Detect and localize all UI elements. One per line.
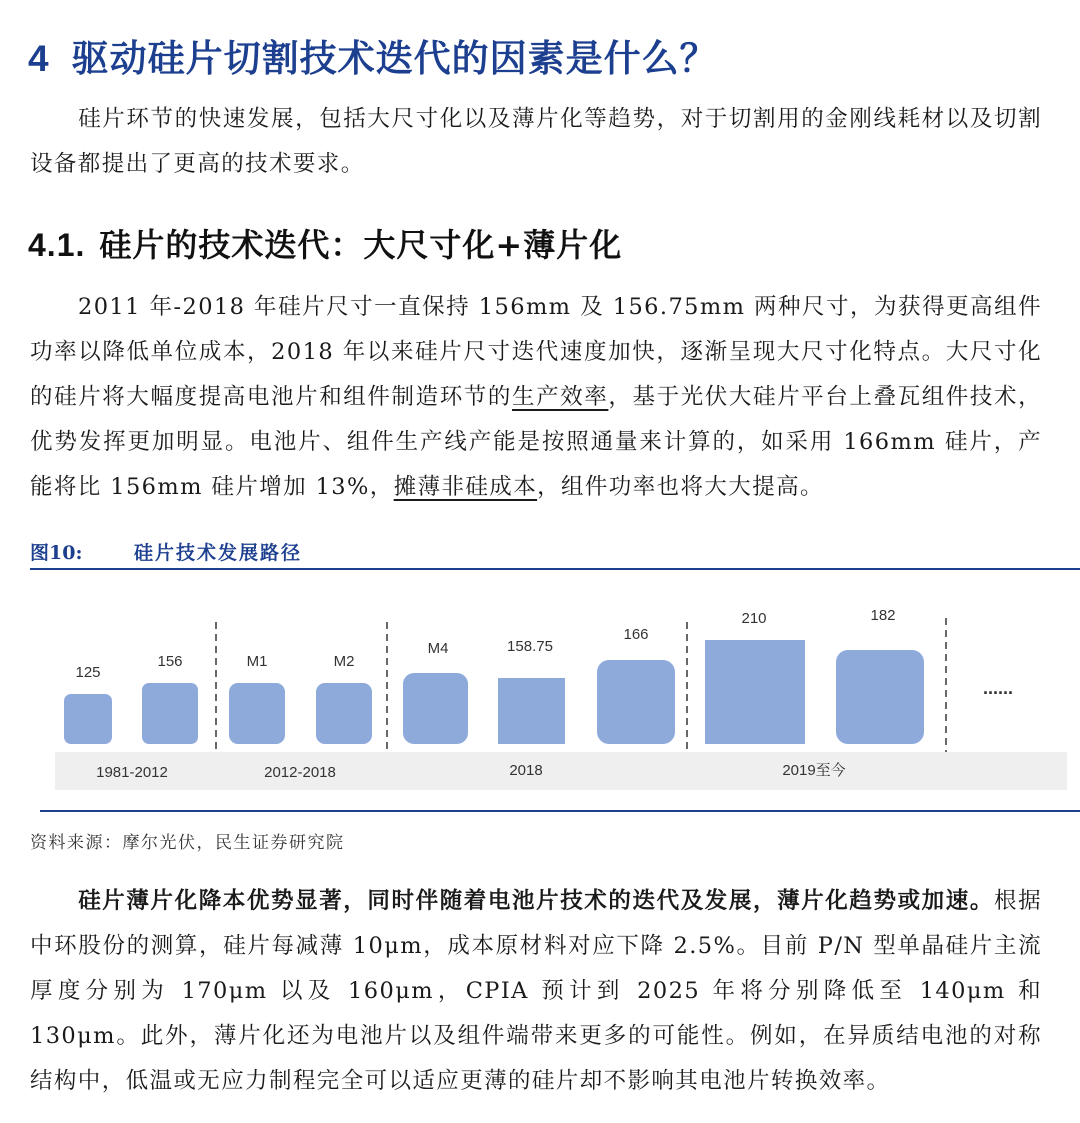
figure-title: 硅片技术发展路径 — [134, 542, 303, 564]
wafer-label: 210 — [741, 610, 767, 627]
wafer-label: 125 — [75, 664, 101, 681]
wafer-label: 166 — [623, 626, 649, 643]
wafer-size-text-b: ，基于光伏大硅片平台上叠瓦组件技术，优势发挥更加明显。电池片、组件生产线产能是按照通量来计算的，如采用 166mm 硅片，产能将比 156mm 硅片增加 13%， — [30, 384, 1042, 500]
thinning-text: 根据中环股份的测算，硅片每减薄 10μm，成本原材料对应下降 2.5%。目前 P/N 型单晶硅片主流厚度分别为 170μm 以及 160μm，CPIA 预计到 2025 年将分别降低至 140μm 和 130μm。此外，薄片化还为电池片以及组件端带来更多的可能性。例如，在异质结电池的对称结构中，低温或无应力制程完全可以适应更薄的硅片却不影响其电池片转换效率。 — [30, 888, 1043, 1094]
wafer-label: 158.75 — [507, 638, 553, 655]
wafer-label: 156 — [157, 653, 183, 670]
subsection-title: 硅片的技术迭代：大尺寸化+薄片化 — [99, 226, 623, 264]
underlined-non-silicon-cost: 摊薄非硅成本 — [393, 474, 538, 500]
wafer-roadmap-figure — [0, 570, 1080, 810]
wafer-label: M1 — [246, 653, 268, 670]
subsection-heading — [28, 220, 622, 266]
wafer-156 — [142, 683, 198, 744]
wafer-label: M4 — [427, 640, 449, 657]
thinning-lead-sentence: 硅片薄片化降本优势显著，同时伴随着电池片技术的迭代及发展，薄片化趋势或加速。 — [78, 888, 994, 914]
wafer-182 — [836, 650, 924, 744]
ellipsis: ...... — [982, 678, 1014, 698]
figure-source: 资料来源：摩尔光伏，民生证券研究院 — [30, 833, 345, 853]
period-label: 2018 — [509, 762, 543, 779]
underlined-production-efficiency: 生产效率 — [512, 384, 609, 410]
subsection-number: 4.1. — [28, 227, 86, 263]
wafer-166 — [597, 660, 675, 744]
intro-paragraph — [30, 97, 1042, 187]
wafer-m4 — [403, 673, 468, 744]
wafer-label: 182 — [870, 607, 896, 624]
wafer-210 — [705, 640, 805, 744]
section-heading — [28, 28, 718, 82]
wafer-size-text-c: ，组件功率也将大大提高。 — [537, 474, 824, 500]
wafer-label: M2 — [333, 653, 355, 670]
wafer-125 — [64, 694, 112, 744]
figure-caption — [30, 538, 303, 565]
wafer-size-text-a: 2011 年-2018 年硅片尺寸一直保持 156mm 及 156.75mm 两种尺寸，为获得更高组件功率以降低单位成本，2018 年以来硅片尺寸迭代速度加快，逐渐呈现大尺寸化特点。大尺寸化的硅片将大幅度提高电池片和组件制造环节的 — [30, 294, 1042, 410]
figure-label: 图10: — [30, 542, 83, 564]
period-label: 1981-2012 — [96, 764, 168, 781]
wafer-m1 — [229, 683, 285, 744]
section-number: 4 — [28, 38, 50, 79]
period-label: 2012-2018 — [264, 764, 336, 781]
section-title: 驱动硅片切割技术迭代的因素是什么？ — [71, 36, 718, 80]
intro-text: 硅片环节的快速发展，包括大尺寸化以及薄片化等趋势，对于切割用的金刚线耗材以及切割设备都提出了更高的技术要求。 — [30, 106, 1042, 177]
period-label: 2019至今 — [782, 762, 846, 779]
wafer-size-paragraph — [30, 285, 1042, 510]
figure-bottom-rule — [40, 810, 1080, 812]
wafer-158-75 — [498, 678, 565, 744]
period-band — [55, 752, 1067, 790]
thinning-paragraph — [30, 879, 1042, 1104]
wafer-m2 — [316, 683, 372, 744]
